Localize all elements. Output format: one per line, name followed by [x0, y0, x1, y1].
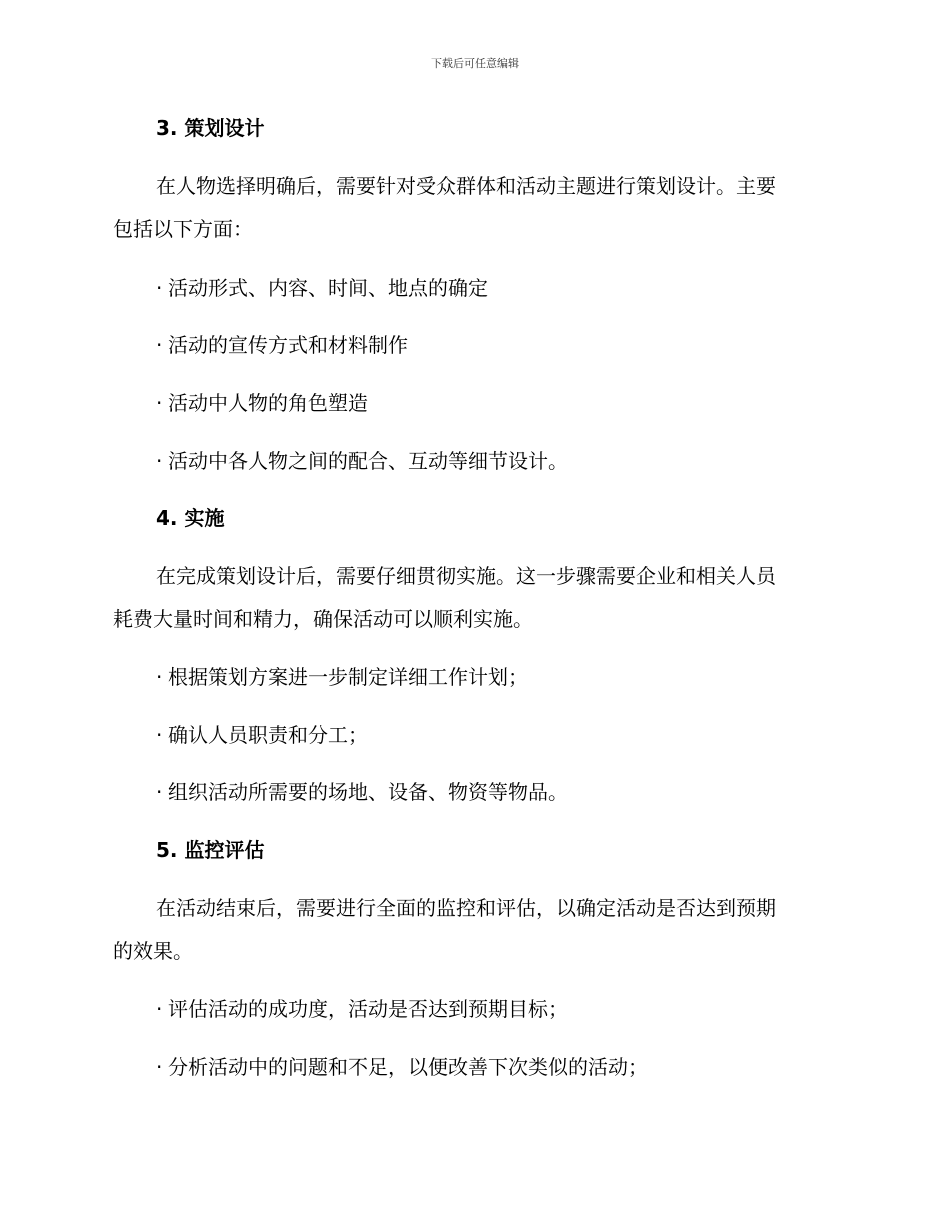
list-item [156, 663, 528, 691]
list-item-text: 活动形式、内容、时间、地点的确定 [168, 276, 488, 300]
list-item [156, 389, 368, 417]
bullet-dot: · [156, 276, 163, 300]
list-item-text: 确认人员职责和分工； [168, 723, 368, 747]
bullet-dot: · [156, 665, 163, 689]
list-item [156, 721, 368, 749]
paragraph-line: 耗费大量时间和精力，确保活动可以顺利实施。 [113, 607, 533, 631]
list-item [156, 447, 568, 475]
list-item-text: 根据策划方案进一步制定详细工作计划； [168, 665, 528, 689]
bullet-dot: · [156, 333, 163, 357]
paragraph-line: 的效果。 [113, 939, 193, 963]
section-heading-3: 3. 策划设计 [156, 116, 265, 140]
paragraph-line: 在活动结束后，需要进行全面的监控和评估，以确定活动是否达到预期 [156, 896, 776, 920]
list-item-text: 活动中人物的角色塑造 [168, 391, 368, 415]
bullet-dot: · [156, 780, 163, 804]
paragraph-line: 在人物选择明确后，需要针对受众群体和活动主题进行策划设计。主要 [156, 174, 776, 198]
bullet-dot: · [156, 723, 163, 747]
bullet-dot: · [156, 1055, 163, 1079]
list-item-text: 分析活动中的问题和不足，以便改善下次类似的活动； [168, 1055, 648, 1079]
section-heading-4: 4. 实施 [156, 506, 225, 530]
paragraph-line: 包括以下方面： [113, 217, 253, 241]
list-item-text: 活动中各人物之间的配合、互动等细节设计。 [168, 449, 568, 473]
list-item [156, 274, 488, 302]
list-item [156, 1053, 648, 1081]
bullet-dot: · [156, 449, 163, 473]
section-heading-5: 5. 监控评估 [156, 838, 265, 862]
bullet-dot: · [156, 997, 163, 1021]
list-item [156, 331, 408, 359]
list-item [156, 778, 568, 806]
bullet-dot: · [156, 391, 163, 415]
list-item [156, 995, 568, 1023]
page-header: 下载后可任意编辑 [431, 57, 519, 70]
list-item-text: 活动的宣传方式和材料制作 [168, 333, 408, 357]
list-item-text: 评估活动的成功度，活动是否达到预期目标； [168, 997, 568, 1021]
list-item-text: 组织活动所需要的场地、设备、物资等物品。 [168, 780, 568, 804]
paragraph-line: 在完成策划设计后，需要仔细贯彻实施。这一步骤需要企业和相关人员 [156, 564, 776, 588]
